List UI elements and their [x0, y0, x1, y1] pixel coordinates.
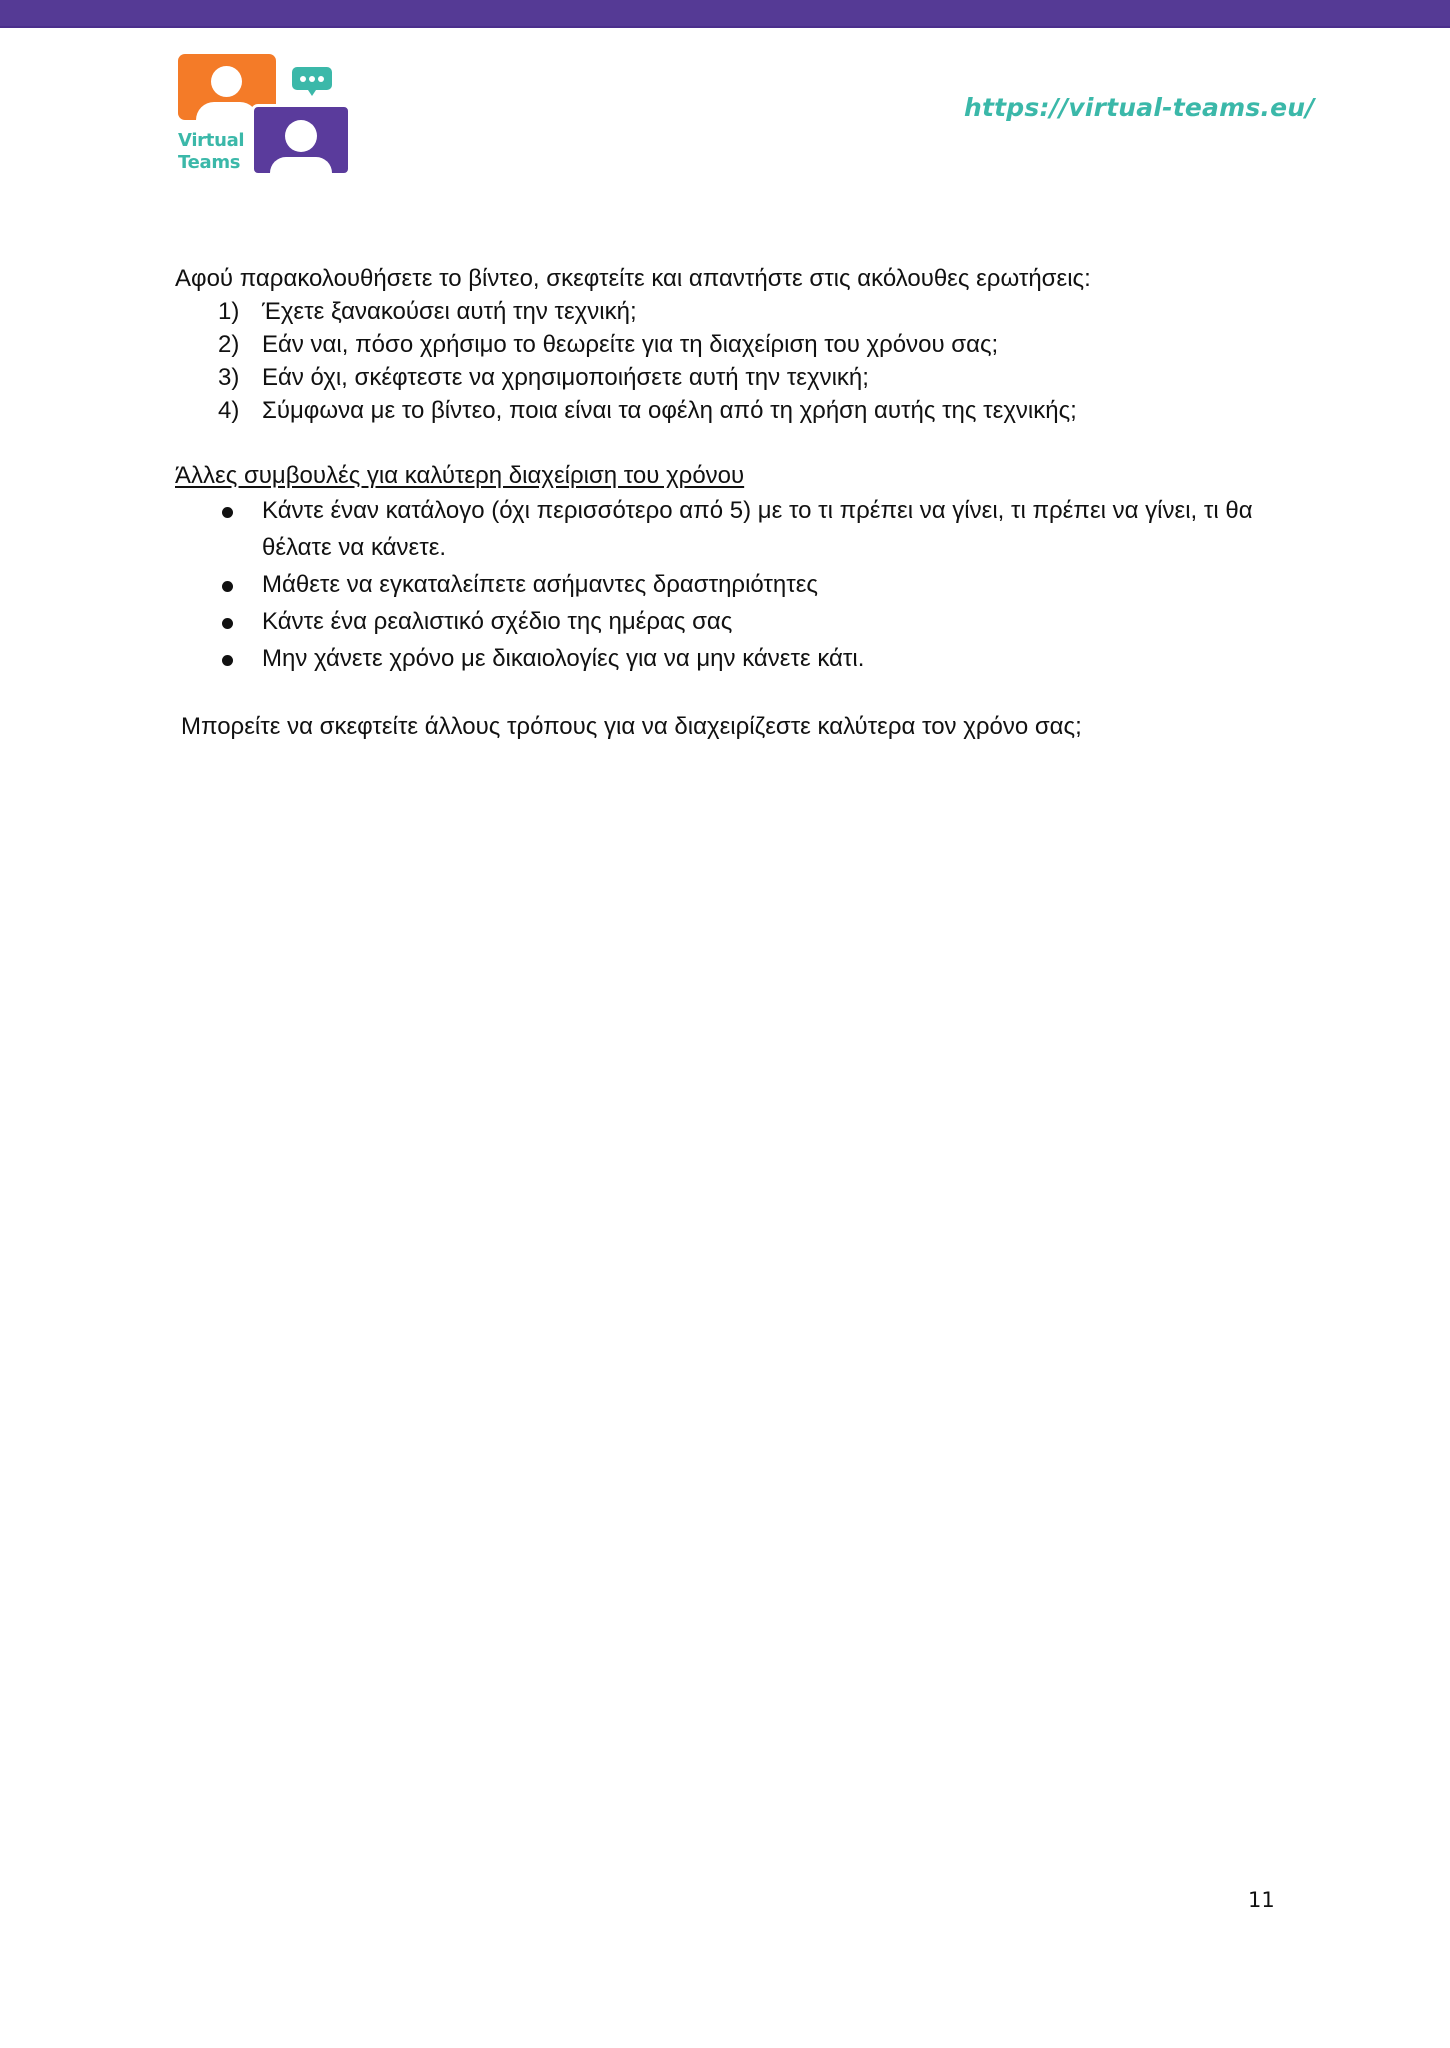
question-item: [175, 361, 1255, 394]
bullet-icon: [222, 618, 233, 629]
question-text: Σύμφωνα με το βίντεο, ποια είναι τα οφέλη από τη χρήση αυτής της τεχνικής;: [262, 397, 1077, 424]
tips-heading: Άλλες συμβουλές για καλύτερη διαχείριση του χρόνου: [175, 462, 745, 489]
question-item: [175, 394, 1255, 427]
person-icon: [211, 66, 242, 97]
question-item: [175, 328, 1255, 361]
logo-brand-line2: Teams: [178, 152, 241, 173]
header-color-bar: [0, 0, 1450, 28]
person-body-icon: [270, 157, 332, 173]
tip-text: Μάθετε να εγκαταλείπετε ασήμαντες δραστηριότητες: [262, 571, 818, 598]
logo-brand-text: [178, 130, 244, 174]
question-number: 2): [218, 331, 240, 358]
questions-list: [175, 295, 1255, 427]
tip-item: [175, 492, 1255, 566]
question-number: 4): [218, 397, 240, 424]
bullet-icon: [222, 507, 233, 518]
question-item: [175, 295, 1255, 328]
tip-item: [175, 640, 1255, 677]
question-text: Έχετε ξανακούσει αυτή την τεχνική;: [262, 298, 637, 325]
purple-person-card: [251, 104, 351, 176]
chat-dot: [300, 76, 306, 82]
bullet-icon: [222, 581, 233, 592]
tip-item: [175, 603, 1255, 640]
chat-dot: [318, 76, 324, 82]
intro-paragraph: Αφού παρακολουθήσετε το βίντεο, σκεφτείτε και απαντήστε στις ακόλουθες ερωτήσεις:: [175, 265, 1091, 292]
person-body-icon: [196, 102, 258, 120]
tip-text: Κάντε ένα ρεαλιστικό σχέδιο της ημέρας σας: [262, 608, 733, 635]
tip-text: Μην χάνετε χρόνο με δικαιολογίες για να μην κάνετε κάτι.: [262, 645, 865, 672]
person-icon: [285, 120, 317, 152]
tip-item: [175, 566, 1255, 603]
question-number: 1): [218, 298, 240, 325]
virtual-teams-logo: [176, 52, 356, 180]
bullet-icon: [222, 655, 233, 666]
site-url-link[interactable]: https://virtual-teams.eu/: [964, 93, 1315, 122]
chat-dot: [309, 76, 315, 82]
tip-text: Κάντε έναν κατάλογο (όχι περισσότερο από 5) με το τι πρέπει να γίνει, τι πρέπει να γίνει, τι θα θέλατε να κάνετε.: [262, 497, 1253, 561]
page-number: 11: [1248, 1888, 1275, 1912]
chat-bubble-icon: [292, 67, 332, 90]
tips-list: [175, 492, 1255, 677]
closing-question: Μπορείτε να σκεφτείτε άλλους τρόπους για να διαχειρίζεστε καλύτερα τον χρόνο σας;: [181, 713, 1082, 740]
question-text: Εάν όχι, σκέφτεστε να χρησιμοποιήσετε αυτή την τεχνική;: [262, 364, 869, 391]
logo-brand-line1: Virtual: [178, 130, 245, 151]
question-text: Εάν ναι, πόσο χρήσιμο το θεωρείτε για τη διαχείριση του χρόνου σας;: [262, 331, 999, 358]
document-body: [175, 262, 1255, 743]
question-number: 3): [218, 364, 240, 391]
